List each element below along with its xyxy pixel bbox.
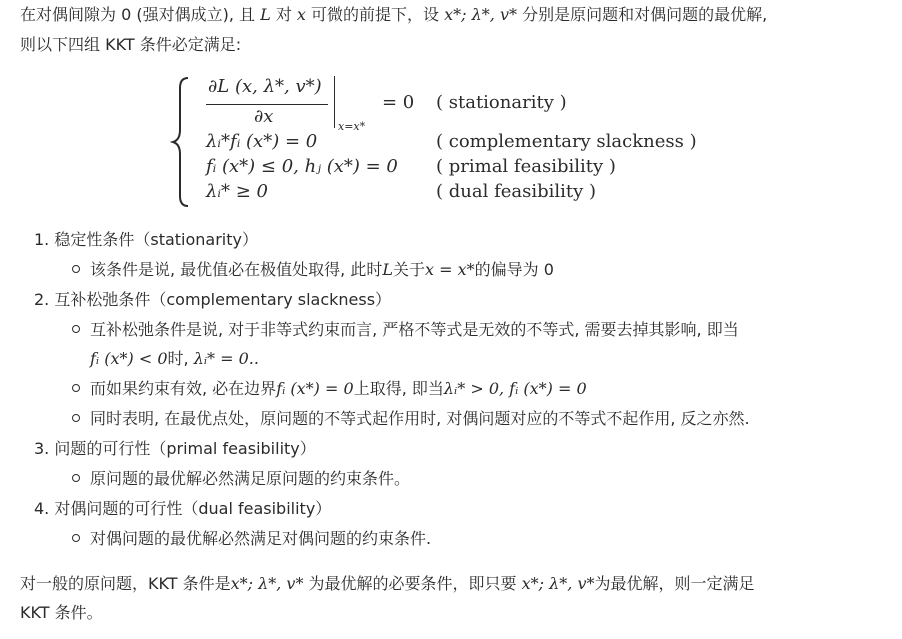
kkt-equation-block bbox=[170, 72, 730, 212]
bullet-circle-icon bbox=[72, 534, 80, 542]
math-L: L bbox=[382, 260, 393, 279]
left-brace-icon bbox=[170, 72, 194, 212]
bullet-circle-icon bbox=[72, 474, 80, 482]
bullet-text: 该条件是说, 最优值必在极值处取得, 此时 bbox=[90, 260, 383, 279]
eq4-label: ( dual feasibility ) bbox=[436, 181, 597, 202]
bullet-circle-icon bbox=[72, 265, 80, 273]
bullet-circle-icon bbox=[72, 325, 80, 333]
bullet-circle-icon bbox=[72, 414, 80, 422]
list-item-primal-feasibility: 3. 问题的可行性（primal feasibility） bbox=[34, 439, 316, 458]
math-condition: λᵢ* > 0, fᵢ (x*) = 0 bbox=[443, 379, 587, 398]
outro-text: 为最优解的必要条件，即只要 bbox=[303, 574, 522, 593]
bullet-text: 互补松弛条件是说, 对于非等式约束而言, 严格不等式是无效的不等式, 需要去掉其影响, 即当 bbox=[90, 320, 739, 339]
math-optimal-vars: x*; λ*, v* bbox=[521, 574, 595, 593]
eq1-subscript: x=x* bbox=[338, 120, 366, 133]
bullet-continuation bbox=[90, 351, 259, 367]
bullet-item bbox=[72, 381, 587, 397]
evaluation-bar bbox=[334, 76, 335, 128]
bullet-text: 关于 bbox=[392, 260, 425, 279]
outro-line-2: KKT 条件。 bbox=[20, 603, 103, 622]
bullet-text: 同时表明, 在最优点处，原问题的不等式起作用时, 对偶问题对应的不等式不起作用, 反之亦然. bbox=[90, 409, 750, 428]
bullet-item bbox=[72, 411, 750, 427]
bullet-item bbox=[72, 531, 431, 547]
math-optimal-vars: x*; λ*, v* bbox=[230, 574, 304, 593]
bullet-text: 对偶问题的最优解必然满足对偶问题的约束条件. bbox=[90, 529, 432, 548]
bullet-item bbox=[72, 471, 410, 487]
eq4-expression: λᵢ* ≥ 0 bbox=[206, 181, 269, 202]
math-inequality: fᵢ (x*) < 0 bbox=[90, 349, 168, 368]
eq1-denominator: ∂x bbox=[254, 106, 274, 127]
bullet-circle-icon bbox=[72, 384, 80, 392]
list-item-complementary-slackness: 2. 互补松弛条件（complementary slackness） bbox=[34, 290, 392, 309]
outro-line-1 bbox=[20, 576, 755, 592]
intro-line-2: 则以下四组 KKT 条件必定满足: bbox=[20, 35, 242, 54]
bullet-text: 原问题的最优解必然满足原问题的约束条件。 bbox=[90, 469, 411, 488]
math-x-eq: x = x* bbox=[425, 260, 475, 279]
eq1-rhs: = 0 bbox=[382, 92, 415, 113]
list-item-dual-feasibility: 4. 对偶问题的可行性（dual feasibility） bbox=[34, 499, 332, 518]
intro-line-1 bbox=[20, 7, 767, 23]
math-x: x bbox=[296, 5, 306, 24]
math-boundary: fᵢ (x*) = 0 bbox=[276, 379, 354, 398]
intro-text: 对 bbox=[270, 5, 297, 24]
intro-text: 在对偶间隙为 0 (强对偶成立), 且 bbox=[20, 5, 261, 24]
bullet-text: 的偏导为 0 bbox=[474, 260, 554, 279]
bullet-text: 而如果约束有效, 必在边界 bbox=[90, 379, 277, 398]
eq1-numerator: ∂L (x, λ*, v*) bbox=[208, 76, 322, 97]
math-lambda-zero: λᵢ* = 0.. bbox=[193, 349, 259, 368]
math-L: L bbox=[260, 5, 271, 24]
intro-text: 分别是原问题和对偶问题的最优解, bbox=[517, 5, 768, 24]
intro-text: 可微的前提下，设 bbox=[305, 5, 445, 24]
bullet-item bbox=[72, 322, 739, 338]
outro-text: 对一般的原问题，KKT 条件是 bbox=[20, 574, 231, 593]
math-optimal-vars: x*; λ*, v* bbox=[444, 5, 517, 24]
eq3-label: ( primal feasibility ) bbox=[436, 156, 616, 177]
outro-text: 为最优解，则一定满足 bbox=[594, 574, 755, 593]
eq1-label: ( stationarity ) bbox=[436, 92, 567, 113]
list-item-stationarity: 1. 稳定性条件（stationarity） bbox=[34, 230, 258, 249]
bullet-item bbox=[72, 262, 554, 278]
bullet-text: 时, bbox=[167, 349, 194, 368]
eq2-label: ( complementary slackness ) bbox=[436, 131, 697, 152]
eq3-expression: fᵢ (x*) ≤ 0, hⱼ (x*) = 0 bbox=[206, 156, 398, 177]
bullet-text: 上取得, 即当 bbox=[353, 379, 444, 398]
eq2-expression: λᵢ*fᵢ (x*) = 0 bbox=[206, 131, 318, 152]
